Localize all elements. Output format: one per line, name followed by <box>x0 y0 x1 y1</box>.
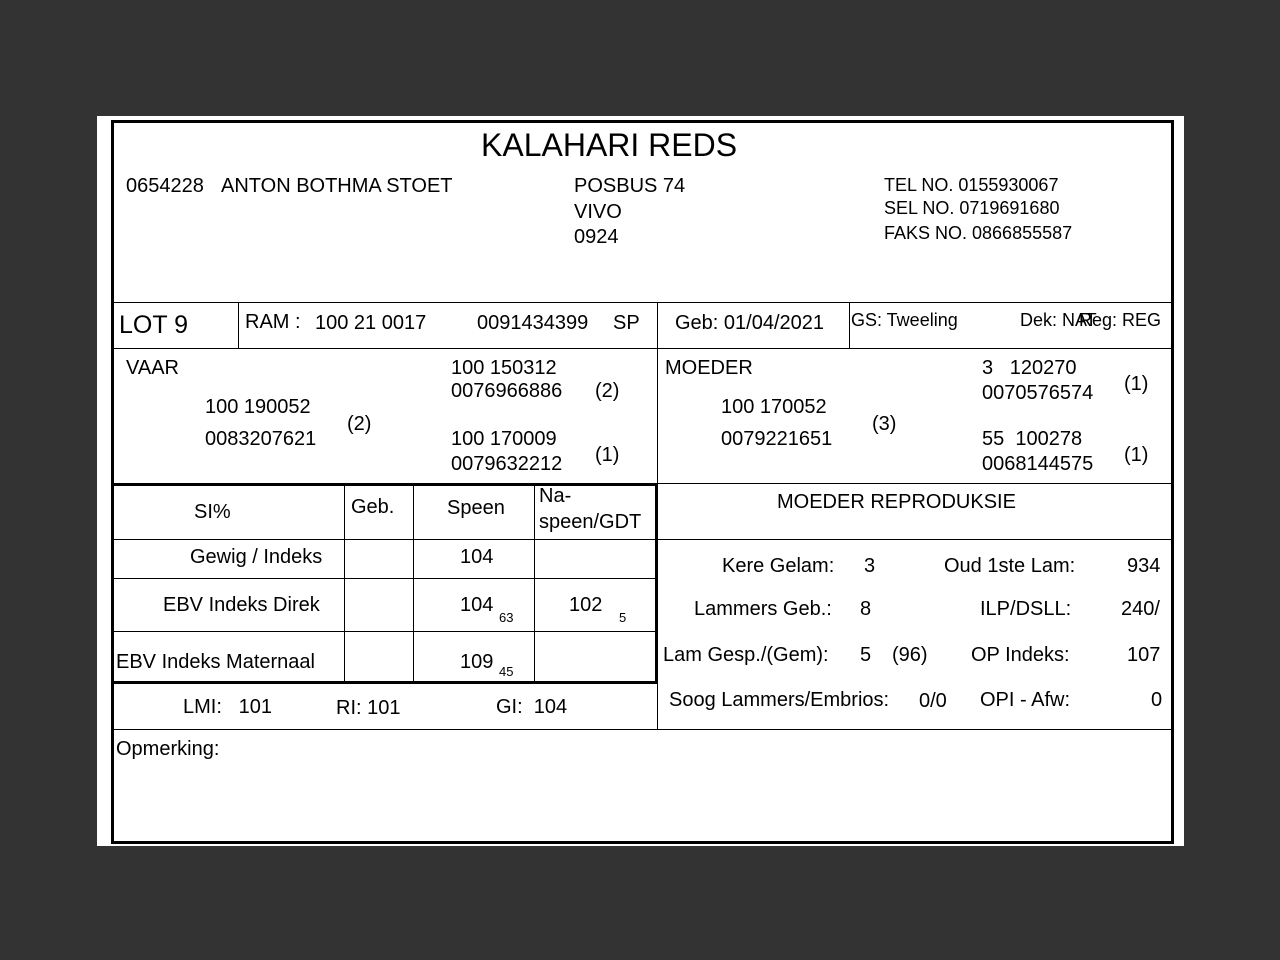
divider <box>113 348 1173 349</box>
reg-value: Reg: REG <box>1079 310 1162 330</box>
moeder-sire-count: (1) <box>1124 373 1149 395</box>
direk-naspeen-value: 102 <box>569 594 603 616</box>
divider <box>113 484 658 486</box>
vaar-sire-id: 0076966886 <box>451 380 563 402</box>
tel-number: TEL NO. 0155930067 <box>884 175 1059 195</box>
address-line: 0924 <box>574 226 619 248</box>
direk-speen-value: 104 <box>460 594 494 616</box>
divider <box>113 539 1173 540</box>
address-line: POSBUS 74 <box>574 175 686 197</box>
moeder-sire-id: 0070576574 <box>982 382 1094 404</box>
vaar-dam-count: (1) <box>595 444 620 466</box>
oud-lam-label: Oud 1ste Lam: <box>944 555 1076 577</box>
col-header-speen: Speen <box>447 497 505 519</box>
divider <box>655 484 658 684</box>
kere-gelam-value: 3 <box>864 555 876 577</box>
ram-sp: SP <box>613 312 640 334</box>
ram-number: 100 21 0017 <box>315 312 427 334</box>
divider <box>113 681 658 684</box>
vaar-sire-count: (2) <box>595 380 620 402</box>
kere-gelam-label: Kere Gelam: <box>722 555 835 577</box>
faks-number: FAKS NO. 0866855587 <box>884 223 1073 243</box>
soog-lammers-label: Soog Lammers/Embrios: <box>669 689 890 711</box>
birth-date: Geb: 01/04/2021 <box>675 312 825 334</box>
vaar-dam-id: 0079632212 <box>451 453 563 475</box>
ri-value: RI: 101 <box>336 697 401 719</box>
opi-afw-label: OPI - Afw: <box>980 689 1071 711</box>
breeder-name: ANTON BOTHMA STOET <box>221 175 453 197</box>
vaar-sire-number: 100 150312 <box>451 357 557 379</box>
vaar-count: (2) <box>347 413 372 435</box>
address-line: VIVO <box>574 201 622 223</box>
vaar-dam-number: 100 170009 <box>451 428 557 450</box>
opi-afw-value: 0 <box>1151 689 1163 711</box>
lmi-value: LMI: 101 <box>183 696 272 718</box>
divider <box>113 302 1173 303</box>
gs-value: GS: Tweeling <box>851 310 958 330</box>
moeder-id: 0079221651 <box>721 428 833 450</box>
ilp-value: 240/ <box>1121 598 1160 620</box>
row-label-ebv-direk: EBV Indeks Direk <box>163 594 320 616</box>
divider <box>849 302 850 348</box>
lam-gesp-gem: (96) <box>892 644 928 666</box>
reproduksie-title: MOEDER REPRODUKSIE <box>777 491 1016 513</box>
col-header-naspeen: Na- <box>539 485 572 507</box>
maternaal-speen-accuracy: 45 <box>499 664 514 679</box>
divider <box>113 578 658 579</box>
divider <box>238 302 239 348</box>
divider <box>534 486 535 681</box>
col-header-si: SI% <box>194 501 231 523</box>
moeder-dam-count: (1) <box>1124 444 1149 466</box>
lam-gesp-value: 5 <box>860 644 872 666</box>
sel-number: SEL NO. 0719691680 <box>884 198 1060 218</box>
moeder-count: (3) <box>872 413 897 435</box>
oud-lam-value: 934 <box>1127 555 1161 577</box>
moeder-dam-number: 55 100278 <box>982 428 1083 450</box>
divider <box>344 486 345 681</box>
moeder-dam-id: 0068144575 <box>982 453 1094 475</box>
maternaal-speen-value: 109 <box>460 651 494 673</box>
vaar-id: 0083207621 <box>205 428 317 450</box>
direk-naspeen-accuracy: 5 <box>619 610 627 625</box>
op-indeks-value: 107 <box>1127 644 1161 666</box>
moeder-label: MOEDER <box>665 357 753 379</box>
divider <box>113 631 658 632</box>
moeder-sire-number: 3 120270 <box>982 357 1077 379</box>
divider <box>113 729 1173 730</box>
lammers-geb-label: Lammers Geb.: <box>694 598 832 620</box>
lam-gesp-label: Lam Gesp./(Gem): <box>663 644 829 666</box>
ram-label: RAM : <box>245 311 301 333</box>
row-label-gewig: Gewig / Indeks <box>190 546 323 568</box>
dek-value: Dek: NAT <box>1020 310 1097 330</box>
ram-id: 0091434399 <box>477 312 589 334</box>
vaar-label: VAAR <box>126 357 179 379</box>
card-title: KALAHARI REDS <box>481 127 738 163</box>
opmerking-label: Opmerking: <box>116 738 220 760</box>
soog-lammers-value: 0/0 <box>919 690 947 712</box>
ilp-label: ILP/DSLL: <box>980 598 1072 620</box>
gi-value: GI: 104 <box>496 696 568 718</box>
gewig-speen-value: 104 <box>460 546 494 568</box>
col-header-geb: Geb. <box>351 496 395 518</box>
vaar-number: 100 190052 <box>205 396 311 418</box>
divider <box>413 486 414 681</box>
breeder-number: 0654228 <box>126 175 204 197</box>
op-indeks-label: OP Indeks: <box>971 644 1070 666</box>
lammers-geb-value: 8 <box>860 598 872 620</box>
direk-speen-accuracy: 63 <box>499 610 514 625</box>
lot-number: LOT 9 <box>119 311 189 339</box>
col-header-naspeen: speen/GDT <box>539 511 642 533</box>
row-label-ebv-maternaal: EBV Indeks Maternaal <box>116 651 315 673</box>
moeder-number: 100 170052 <box>721 396 827 418</box>
